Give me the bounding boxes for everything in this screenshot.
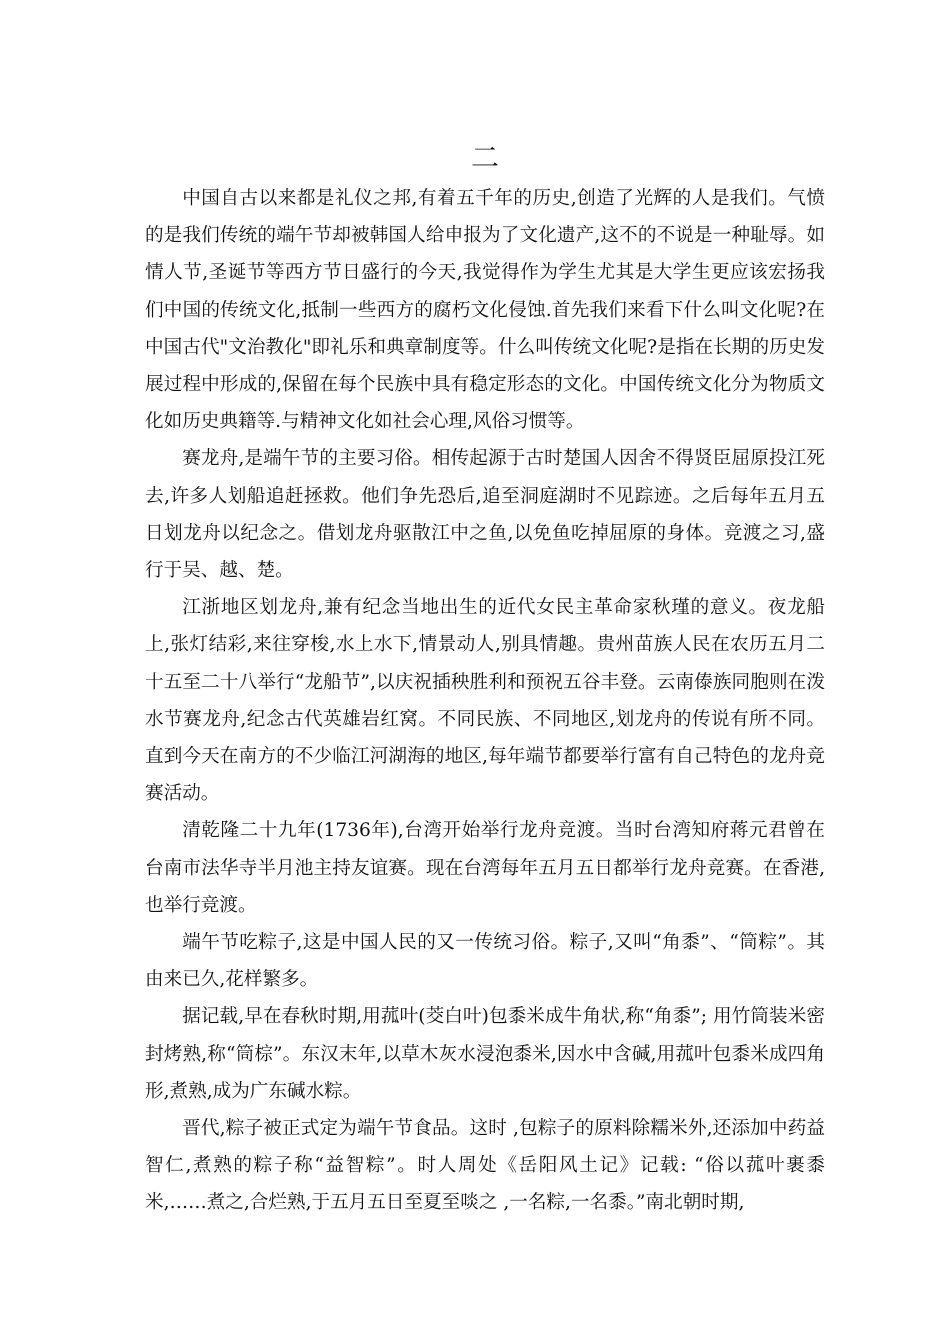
paragraph-zongzi-history: 据记载,早在春秋时期,用菰叶(茭白叶)包黍米成牛角状,称“角黍”; 用竹筒装米密封烤熟,称“筒棕”。东汉末年,以草木灰水浸泡黍米,因水中含碱,用菰叶包黍米成四角形,煮熟,成为广东碱水粽。 (145, 1006, 825, 1102)
paragraph-regional-dragon-boat: 江浙地区划龙舟,兼有纪念当地出生的近代女民主革命家秋瑾的意义。夜龙船上,张灯结彩,来往穿梭,水上水下,情景动人,别具情趣。贵州苗族人民在农历五月二十五至二十八举行“龙船节”,以庆祝插秧胜利和预祝五谷丰登。云南傣族同胞则在泼水节赛龙舟,纪念古代英雄岩红窝。不同民族、不同地区,划龙舟的传说有所不同。直到今天在南方的不少临江河湖海的地区,每年端节都要举行富有自己特色的龙舟竞赛活动。 (145, 597, 825, 805)
paragraph-dragon-boat-origin: 赛龙舟,是端午节的主要习俗。相传起源于古时楚国人因舍不得贤臣屈原投江死去,许多人划船追赶拯救。他们争先恐后,追至洞庭湖时不见踪迹。之后每年五月五日划龙舟以纪念之。借划龙舟驱散江中之鱼,以免鱼吃掉屈原的身体。竞渡之习,盛行于吴、越、楚。 (145, 448, 825, 582)
document-page (145, 140, 825, 1222)
paragraph-zongzi-custom: 端午节吃粽子,这是中国人民的又一传统习俗。粽子,又叫“角黍”、“筒粽”。其由来已久,花样繁多。 (145, 932, 825, 991)
page-heading: 二 (470, 141, 499, 174)
paragraph-intro-culture: 中国自古以来都是礼仪之邦,有着五千年的历史,创造了光辉的人是我们。气愤的是我们传统的端午节却被韩国人给申报为了文化遗产,这不的不说是一种耻辱。如情人节,圣诞节等西方节日盛行的今天,我觉得作为学生尤其是大学生更应该宏扬我们中国的传统文化,抵制一些西方的腐朽文化侵蚀.首先我们来看下什么叫文化呢?在中国古代"文治教化"即礼乐和典章制度等。什么叫传统文化呢?是指在长期的历史发展过程中形成的,保留在每个民族中具有稳定形态的文化。中国传统文化分为物质文化如历史典籍等.与精神文化如社会心理,风俗习惯等。 (145, 188, 825, 433)
paragraph-jin-dynasty-zongzi: 晋代,粽子被正式定为端午节食品。这时 ,包粽子的原料除糯米外,还添加中药益智仁,煮熟的粽子称“益智粽”。时人周处《岳阳风土记》记载: “俗以菰叶裹黍米,……煮之,合烂熟,于五月五日至夏至啖之 ,一名粽,一名黍。”南北朝时期, (145, 1118, 825, 1214)
paragraph-taiwan-dragon-boat: 清乾隆二十九年(1736年),台湾开始举行龙舟竞渡。当时台湾知府蒋元君曾在台南市法华寺半月池主持友谊赛。现在台湾每年五月五日都举行龙舟竞赛。在香港,也举行竞渡。 (145, 820, 825, 916)
